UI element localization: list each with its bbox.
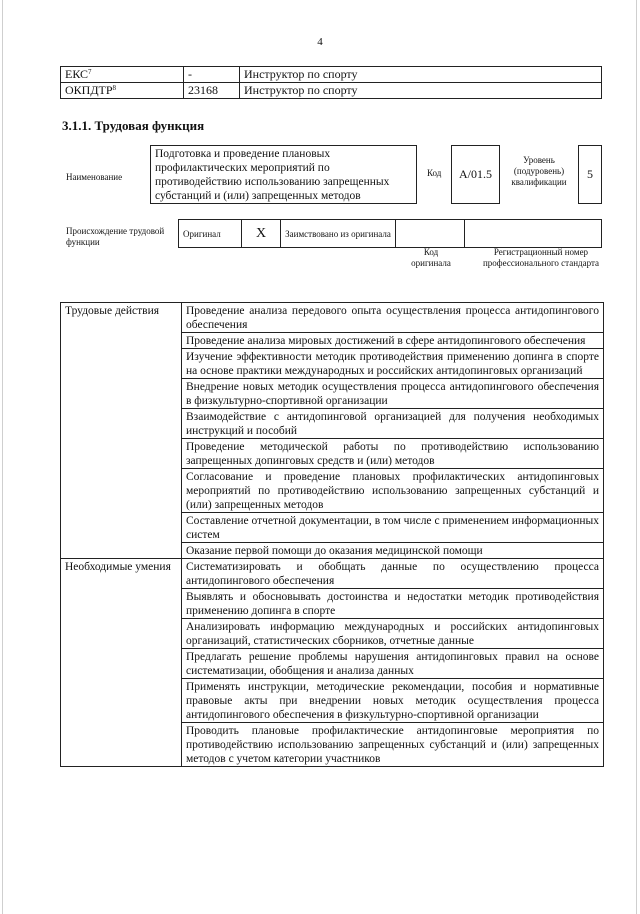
table-cell-item: Предлагать решение проблемы нарушения антидопинговых правил на основе систематизации, обобщения и анализа данных — [182, 649, 604, 679]
section-label: Необходимые умения — [61, 559, 182, 767]
table-cell-item: Изучение эффективности методик противодействия применению допинга в спорте на основе практики международных и российских антидопинговых организаций — [182, 349, 604, 379]
table-cell-item: Согласование и проведение плановых профилактических антидопинговых мероприятий по противодействию использованию запрещенных субстанций и (или) запрещенных методов — [182, 469, 604, 513]
code-label: Код — [427, 168, 442, 178]
ref-number: 23168 — [184, 83, 240, 99]
ref-row — [61, 67, 602, 83]
footnote-mark: 7 — [88, 68, 92, 76]
section-title: 3.1.1. Трудовая функция — [62, 118, 205, 133]
code-value-box: A/01.5 — [451, 145, 500, 204]
table-cell-item: Проведение анализа передового опыта осуществления процесса антидопингового обеспечения — [182, 303, 604, 333]
level-label: Уровень (подуровень) квалификации — [511, 155, 567, 187]
table-cell-item: Внедрение новых методик осуществления процесса антидопингового обеспечения в физкультурно-спортивной организации — [182, 379, 604, 409]
table-cell-item: Проведение методической работы по противодействию использованию запрещенных допинговых средств и (или) методов — [182, 439, 604, 469]
ref-code-cell — [61, 83, 184, 99]
original-mark: X — [242, 220, 281, 248]
level-value-box: 5 — [578, 145, 602, 204]
reference-table — [60, 66, 602, 99]
table-cell-item: Систематизировать и обобщать данные по осуществлению процесса антидопингового обеспечения — [182, 559, 604, 589]
table-cell-item: Применять инструкции, методические рекомендации, пособия и нормативные правовые акты при внедрении новых методик осуществления процесса антидопингового обеспечения в физкультурно-спортивной организации — [182, 679, 604, 723]
ref-code: ОКПДТР — [65, 83, 113, 97]
registration-caption: Регистрационный номер профессионального стандарта — [482, 247, 600, 268]
original-cell: Оригинал — [179, 220, 242, 248]
page-number: 4 — [317, 36, 323, 48]
ref-code-cell — [61, 67, 184, 83]
scan-edge-left — [2, 0, 3, 914]
table-cell-item: Проводить плановые профилактические антидопинговые мероприятия по противодействию использованию запрещенных субстанций и (или) запрещенных методов с учетом категории участников — [182, 723, 604, 767]
table-cell-item: Составление отчетной документации, в том числе с применением информационных систем — [182, 513, 604, 543]
origin-code-cell — [396, 220, 465, 248]
code-original-caption: Код оригинала — [411, 247, 451, 268]
table-row — [61, 303, 604, 333]
table-cell-item: Анализировать информацию международных и российских антидопинговых организаций, статистических сборников, отчетные данные — [182, 619, 604, 649]
table-cell-item: Оказание первой помощи до оказания медицинской помощи — [182, 543, 604, 559]
table-row — [61, 559, 604, 589]
borrowed-cell: Заимствовано из оригинала — [281, 220, 396, 248]
ref-row — [61, 83, 602, 99]
origin-table — [178, 219, 602, 248]
table-cell-item: Проведение анализа мировых достижений в сфере антидопингового обеспечения — [182, 333, 604, 349]
ref-name: Инструктор по спорту — [240, 67, 602, 83]
section-label: Трудовые действия — [61, 303, 182, 559]
name-label: Наименование — [66, 172, 123, 182]
table-cell-item: Взаимодействие с антидопинговой организацией для получения необходимых инструкций и пособий — [182, 409, 604, 439]
registration-number-cell — [465, 220, 602, 248]
origin-label: Происхождение трудовой функции — [66, 226, 165, 247]
ref-name: Инструктор по спорту — [240, 83, 602, 99]
table-cell-item: Выявлять и обосновывать достоинства и недостатки методик противодействия применению допинга в спорте — [182, 589, 604, 619]
function-name-box: Подготовка и проведение плановых профилактических мероприятий по противодействию использованию запрещенных субстанций и (или) запрещенных методов — [150, 145, 417, 204]
scan-edge-right — [636, 0, 637, 914]
footnote-mark: 8 — [112, 84, 117, 92]
ref-code: ЕКС — [65, 67, 89, 81]
labor-function-table — [60, 302, 604, 767]
ref-number: - — [184, 67, 240, 83]
origin-row — [179, 220, 602, 248]
